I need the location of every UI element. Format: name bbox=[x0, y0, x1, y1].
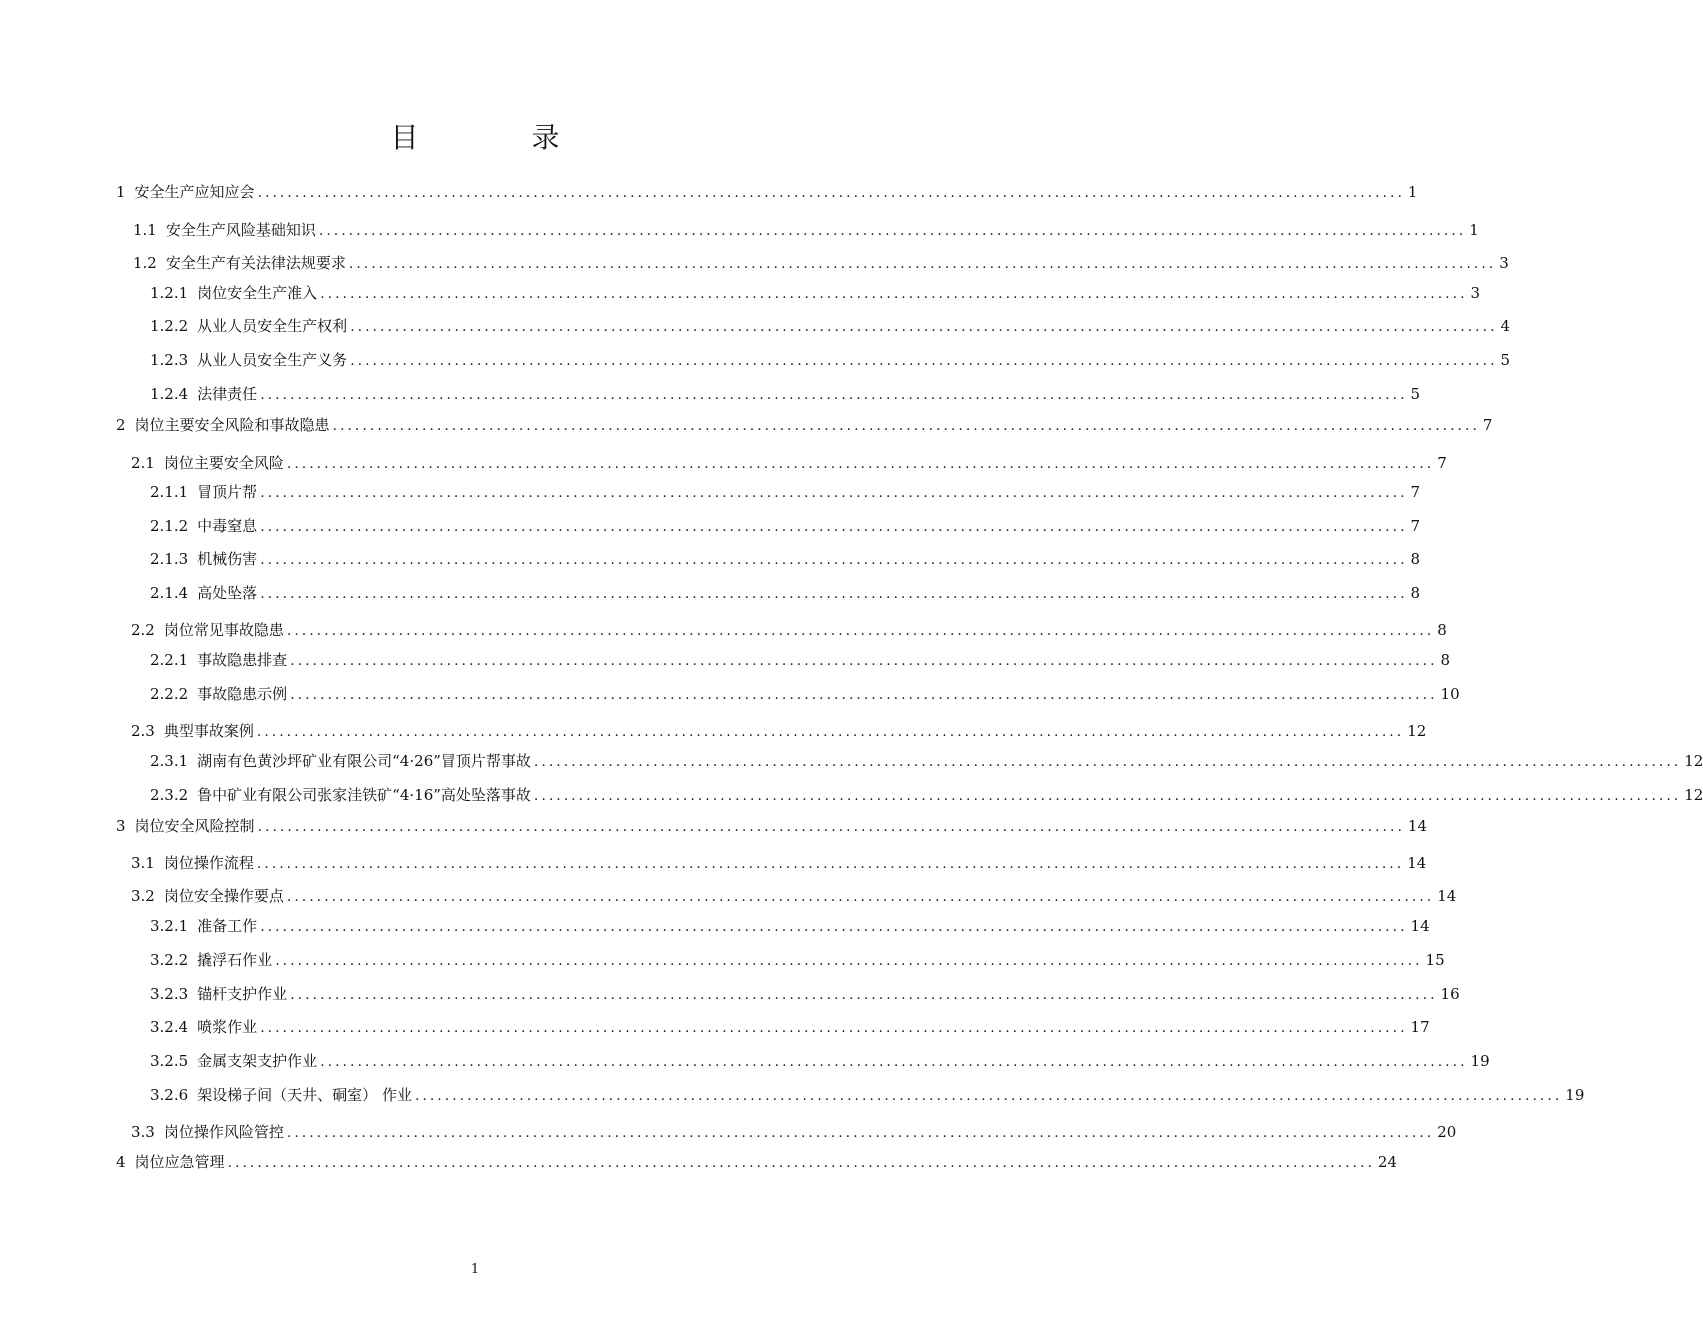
toc-entry-page: 15 bbox=[1425, 951, 1445, 969]
toc-entry-title: 湖南有色黄沙坪矿业有限公司“4·26”冒顶片帮事故 bbox=[197, 752, 531, 770]
toc-leader-dots: .......................................................................................................................................................... bbox=[348, 256, 1497, 272]
toc-entry-title: 典型事故案例 bbox=[163, 722, 254, 740]
toc-entry[interactable] bbox=[150, 1050, 1490, 1072]
toc-entry-number: 2.1 bbox=[131, 454, 155, 472]
toc-entry-number: 3.2.1 bbox=[150, 917, 189, 935]
toc-entry[interactable] bbox=[131, 452, 1447, 474]
toc-entry-number: 3.1 bbox=[131, 854, 155, 872]
toc-leader-dots: .......................................................................................................................................................... bbox=[256, 856, 1405, 872]
toc-leader-dots: .......................................................................................................................................................... bbox=[257, 819, 1405, 835]
toc-entry-title: 岗位操作风险管控 bbox=[163, 1123, 284, 1141]
toc-entry[interactable] bbox=[116, 1151, 1397, 1173]
toc-entry[interactable] bbox=[150, 949, 1445, 971]
toc-entry-title: 岗位操作流程 bbox=[163, 854, 254, 872]
toc-entry-title: 事故隐患排查 bbox=[197, 651, 288, 669]
toc-entry-page: 16 bbox=[1440, 985, 1460, 1003]
toc-entry-title: 从业人员安全生产义务 bbox=[197, 351, 348, 369]
toc-entry[interactable] bbox=[150, 649, 1451, 671]
toc-entry[interactable] bbox=[150, 383, 1421, 405]
toc-entry-title: 岗位主要安全风险 bbox=[163, 454, 284, 472]
toc-entry-page: 14 bbox=[1437, 887, 1457, 905]
toc-entry-number: 2.2.2 bbox=[150, 685, 189, 703]
toc-leader-dots: .......................................................................................................................................................... bbox=[320, 286, 1468, 302]
toc-leader-dots: .......................................................................................................................................................... bbox=[320, 1054, 1468, 1070]
toc-entry-number: 2.1.4 bbox=[150, 584, 189, 602]
toc-entry-number: 1.2.2 bbox=[150, 317, 189, 335]
toc-entry[interactable] bbox=[150, 315, 1511, 337]
toc-entry-title: 高处坠落 bbox=[197, 584, 258, 602]
toc-entry-title: 机械伤害 bbox=[197, 550, 258, 568]
footer-page-number: 1 bbox=[470, 1262, 480, 1277]
toc-entry-page: 12 bbox=[1684, 752, 1703, 770]
toc-entry-number: 2.3 bbox=[131, 722, 155, 740]
toc-leader-dots: .......................................................................................................................................................... bbox=[260, 387, 1408, 403]
toc-entry[interactable] bbox=[150, 582, 1421, 604]
toc-entry[interactable] bbox=[131, 619, 1447, 641]
toc-entry-page: 5 bbox=[1410, 385, 1421, 403]
toc-leader-dots: .......................................................................................................................................................... bbox=[350, 319, 1498, 335]
toc-entry-page: 8 bbox=[1437, 621, 1447, 639]
toc-entry[interactable] bbox=[150, 548, 1421, 570]
toc-entry-title: 岗位应急管理 bbox=[134, 1153, 225, 1171]
toc-entry-page: 1 bbox=[1407, 183, 1418, 201]
toc-leader-dots: .......................................................................................................................................................... bbox=[257, 185, 1405, 201]
toc-entry-page: 7 bbox=[1482, 416, 1493, 434]
toc-entry-title: 中毒窒息 bbox=[197, 517, 258, 535]
toc-entry-number: 2.1.2 bbox=[150, 517, 189, 535]
toc-entry-title: 岗位安全风险控制 bbox=[134, 817, 255, 835]
toc-leader-dots: .......................................................................................................................................................... bbox=[260, 1020, 1408, 1036]
toc-leader-dots: .......................................................................................................................................................... bbox=[260, 552, 1408, 568]
toc-entry-title: 法律责任 bbox=[197, 385, 258, 403]
toc-entry[interactable] bbox=[150, 481, 1421, 503]
toc-entry[interactable] bbox=[150, 349, 1511, 371]
toc-entry[interactable] bbox=[150, 515, 1421, 537]
toc-leader-dots: .......................................................................................................................................................... bbox=[533, 754, 1682, 770]
toc-entry-page: 8 bbox=[1410, 550, 1421, 568]
toc-entry-number: 3.2.4 bbox=[150, 1018, 189, 1036]
toc-entry-page: 7 bbox=[1410, 517, 1421, 535]
toc-entry-number: 1.2.4 bbox=[150, 385, 189, 403]
toc-entry-page: 3 bbox=[1499, 254, 1509, 272]
toc-leader-dots: .......................................................................................................................................................... bbox=[275, 953, 1423, 969]
toc-leader-dots: .......................................................................................................................................................... bbox=[286, 1125, 1435, 1141]
toc-entry-title: 撬浮石作业 bbox=[197, 951, 273, 969]
toc-entry-title: 岗位常见事故隐患 bbox=[163, 621, 284, 639]
toc-entry-number: 1.2.3 bbox=[150, 351, 189, 369]
toc-leader-dots: .......................................................................................................................................................... bbox=[256, 724, 1405, 740]
toc-entry-page: 14 bbox=[1407, 817, 1427, 835]
toc-entry[interactable] bbox=[150, 282, 1481, 304]
toc-entry[interactable] bbox=[133, 219, 1479, 241]
toc-entry-title: 岗位安全生产准入 bbox=[197, 284, 318, 302]
toc-entry-page: 20 bbox=[1437, 1123, 1457, 1141]
toc-entry-title: 鲁中矿业有限公司张家洼铁矿“4·16”高处坠落事故 bbox=[197, 786, 531, 804]
toc-entry-page: 1 bbox=[1469, 221, 1479, 239]
toc-leader-dots: .......................................................................................................................................................... bbox=[260, 485, 1408, 501]
toc-entry-page: 19 bbox=[1470, 1052, 1490, 1070]
toc-entry-title: 喷浆作业 bbox=[197, 1018, 258, 1036]
toc-entry-page: 12 bbox=[1407, 722, 1427, 740]
toc-entry-title: 架设梯子间（天井、硐室） 作业 bbox=[197, 1086, 412, 1104]
toc-leader-dots: .......................................................................................................................................................... bbox=[318, 223, 1467, 239]
toc-entry-number: 3.3 bbox=[131, 1123, 155, 1141]
toc-entry[interactable] bbox=[131, 720, 1427, 742]
toc-entry[interactable] bbox=[116, 815, 1427, 837]
toc-entry-number: 2.2.1 bbox=[150, 651, 189, 669]
toc-entry-number: 3.2.6 bbox=[150, 1086, 189, 1104]
toc-leader-dots: .......................................................................................................................................................... bbox=[332, 418, 1480, 434]
toc-entry-number: 1.2 bbox=[133, 254, 157, 272]
toc-entry[interactable] bbox=[150, 784, 1703, 806]
toc-entry[interactable] bbox=[133, 252, 1509, 274]
toc-entry-number: 3.2.2 bbox=[150, 951, 189, 969]
toc-leader-dots: .......................................................................................................................................................... bbox=[227, 1155, 1375, 1171]
toc-entry-number: 1.2.1 bbox=[150, 284, 189, 302]
toc-entry-page: 10 bbox=[1440, 685, 1460, 703]
toc-entry-title: 锚杆支护作业 bbox=[197, 985, 288, 1003]
toc-entry-number: 4 bbox=[116, 1153, 126, 1171]
toc-entry-page: 7 bbox=[1437, 454, 1447, 472]
toc-entry-number: 3.2.3 bbox=[150, 985, 189, 1003]
toc-entry-page: 3 bbox=[1470, 284, 1481, 302]
toc-entry[interactable] bbox=[150, 983, 1460, 1005]
toc-leader-dots: .......................................................................................................................................................... bbox=[414, 1088, 1563, 1104]
toc-entry-page: 5 bbox=[1500, 351, 1511, 369]
toc-entry-title: 金属支架支护作业 bbox=[197, 1052, 318, 1070]
toc-entry-number: 1.1 bbox=[133, 221, 157, 239]
toc-leader-dots: .......................................................................................................................................................... bbox=[286, 623, 1435, 639]
toc-entry-number: 2.2 bbox=[131, 621, 155, 639]
toc-entry[interactable] bbox=[131, 885, 1457, 907]
toc-entry-page: 8 bbox=[1410, 584, 1421, 602]
toc-leader-dots: .......................................................................................................................................................... bbox=[533, 788, 1682, 804]
toc-entry-number: 2.3.2 bbox=[150, 786, 189, 804]
toc-leader-dots: .......................................................................................................................................................... bbox=[286, 889, 1435, 905]
toc-leader-dots: .......................................................................................................................................................... bbox=[350, 353, 1498, 369]
toc-leader-dots: .......................................................................................................................................................... bbox=[260, 919, 1408, 935]
toc-leader-dots: .......................................................................................................................................................... bbox=[290, 687, 1438, 703]
toc-entry[interactable] bbox=[150, 915, 1430, 937]
toc-entry-page: 8 bbox=[1440, 651, 1451, 669]
toc-entry-number: 2.1.1 bbox=[150, 483, 189, 501]
toc-entry-number: 3.2.5 bbox=[150, 1052, 189, 1070]
toc-entry[interactable] bbox=[150, 750, 1703, 772]
toc-leader-dots: .......................................................................................................................................................... bbox=[290, 987, 1438, 1003]
toc-entry-page: 14 bbox=[1410, 917, 1430, 935]
toc-entry-page: 24 bbox=[1377, 1153, 1397, 1171]
toc-entry-page: 7 bbox=[1410, 483, 1421, 501]
toc-entry-title: 冒顶片帮 bbox=[197, 483, 258, 501]
toc-entry-page: 19 bbox=[1565, 1086, 1585, 1104]
toc-entry-title: 安全生产有关法律法规要求 bbox=[165, 254, 346, 272]
toc-entry-number: 2.1.3 bbox=[150, 550, 189, 568]
page-title: 目 录 bbox=[390, 121, 612, 154]
toc-entry-title: 安全生产应知应会 bbox=[134, 183, 255, 201]
toc-entry-page: 17 bbox=[1410, 1018, 1430, 1036]
toc-entry-title: 安全生产风险基础知识 bbox=[165, 221, 316, 239]
toc-entry-page: 12 bbox=[1684, 786, 1703, 804]
toc-leader-dots: .......................................................................................................................................................... bbox=[260, 586, 1408, 602]
toc-entry-title: 从业人员安全生产权利 bbox=[197, 317, 348, 335]
toc-entry[interactable] bbox=[116, 414, 1493, 436]
toc-entry-title: 岗位主要安全风险和事故隐患 bbox=[134, 416, 330, 434]
toc-entry-title: 岗位安全操作要点 bbox=[163, 887, 284, 905]
toc-entry[interactable] bbox=[150, 1016, 1430, 1038]
toc-leader-dots: .......................................................................................................................................................... bbox=[290, 653, 1438, 669]
toc-entry-page: 4 bbox=[1500, 317, 1511, 335]
toc-entry-number: 2 bbox=[116, 416, 126, 434]
toc-leader-dots: .......................................................................................................................................................... bbox=[260, 519, 1408, 535]
toc-entry-title: 准备工作 bbox=[197, 917, 258, 935]
toc-entry-number: 1 bbox=[116, 183, 126, 201]
toc-entry-number: 2.3.1 bbox=[150, 752, 189, 770]
toc-entry[interactable] bbox=[150, 683, 1460, 705]
toc-entry-page: 14 bbox=[1407, 854, 1427, 872]
toc-entry[interactable] bbox=[116, 181, 1418, 203]
toc-entry-number: 3 bbox=[116, 817, 126, 835]
toc-entry[interactable] bbox=[150, 1084, 1585, 1106]
toc-entry[interactable] bbox=[131, 1121, 1457, 1143]
toc-entry[interactable] bbox=[131, 852, 1427, 874]
toc-leader-dots: .......................................................................................................................................................... bbox=[286, 456, 1435, 472]
toc-entry-title: 事故隐患示例 bbox=[197, 685, 288, 703]
toc-entry-number: 3.2 bbox=[131, 887, 155, 905]
